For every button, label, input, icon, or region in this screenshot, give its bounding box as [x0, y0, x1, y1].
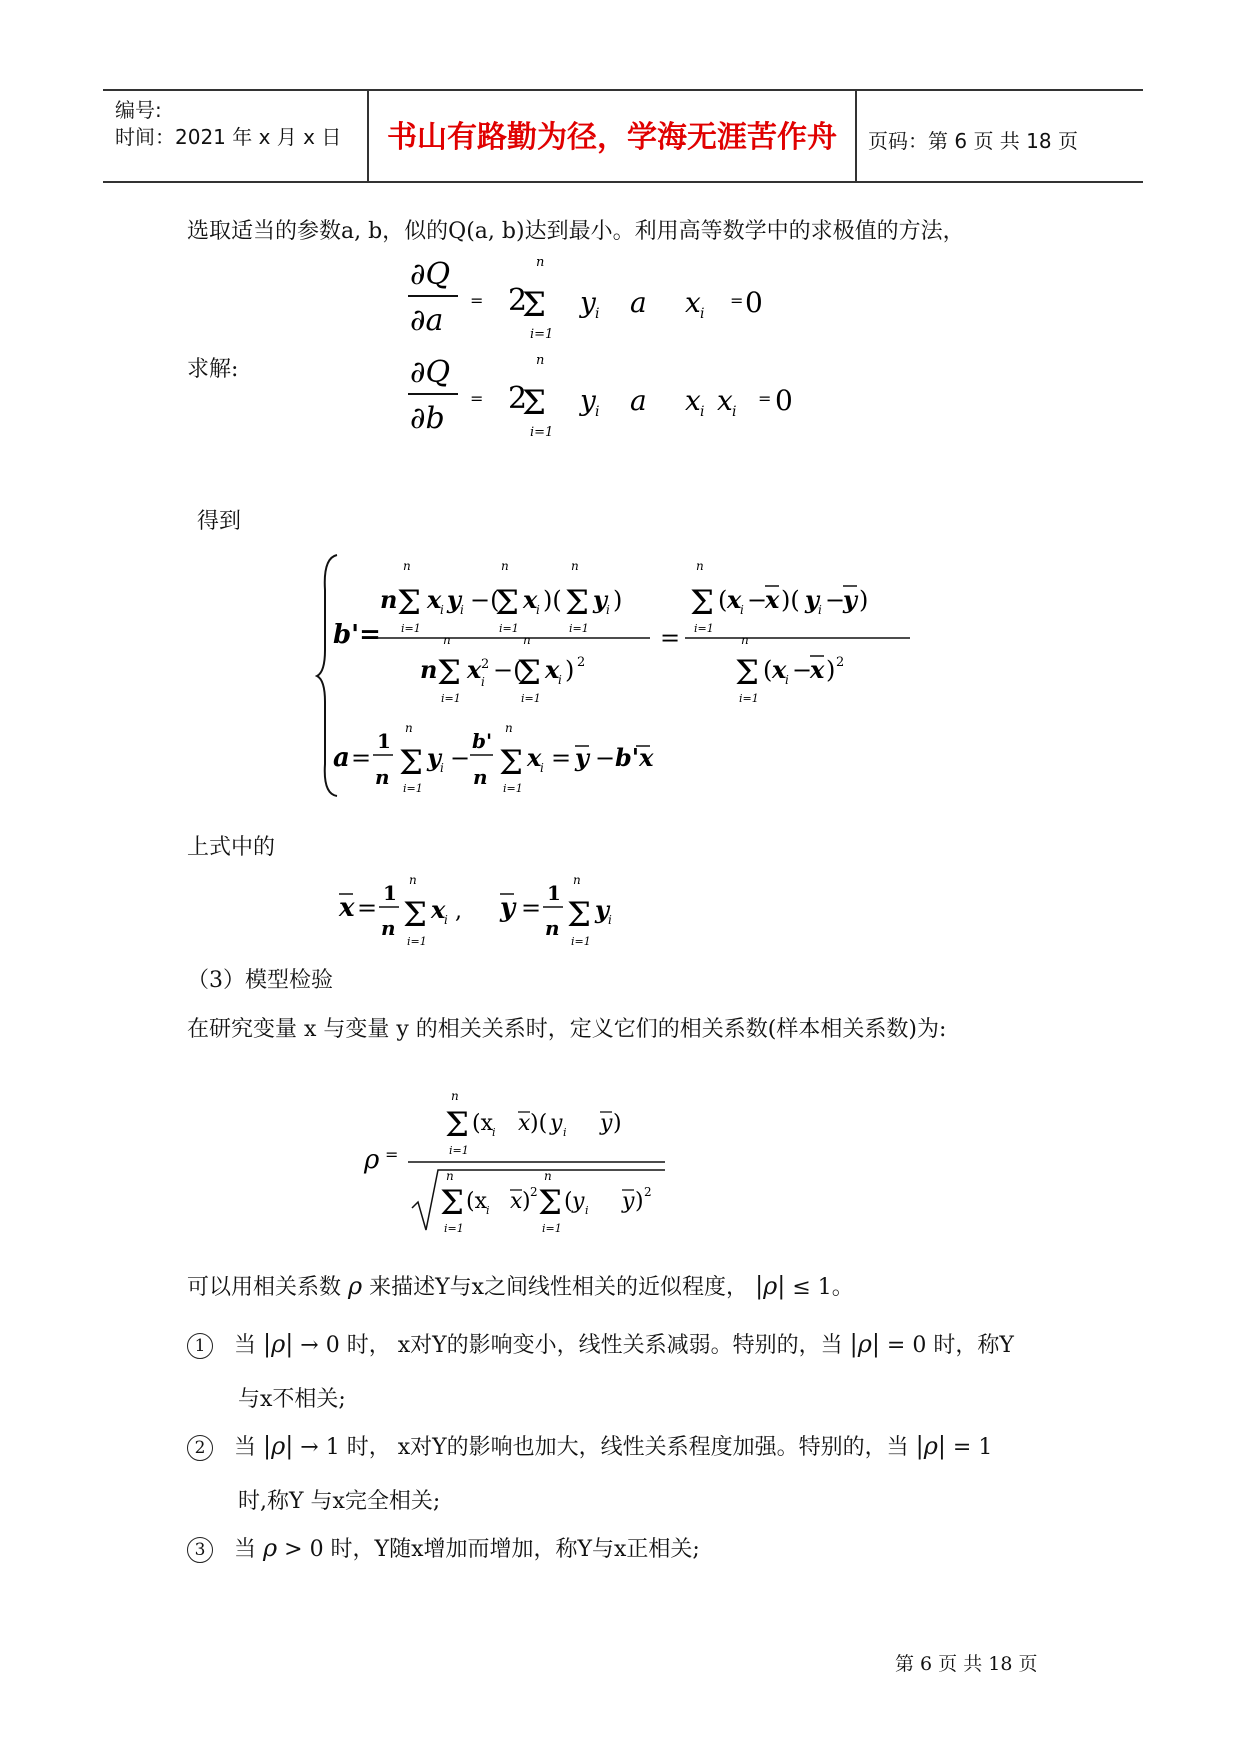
rho-desc-part-b: 来描述Y与x之间线性相关的近似程度， — [369, 1275, 749, 1300]
svg-text:2: 2 — [836, 655, 845, 670]
equals-symbol: = — [886, 1333, 906, 1358]
svg-text:n: n — [409, 873, 417, 887]
svg-text:y: y — [575, 743, 589, 772]
svg-text:(: ( — [564, 1189, 573, 1214]
svg-text:i: i — [608, 913, 612, 927]
svg-text:)(: )( — [781, 586, 800, 614]
abs-rho-symbol: |ρ| — [915, 1432, 946, 1460]
svg-text:Σ: Σ — [517, 653, 542, 693]
svg-text:x: x — [339, 893, 355, 923]
svg-text:−(: −( — [470, 586, 500, 614]
item3-part-b: 0 时，Y随x增加而增加，称Y与x正相关; — [309, 1537, 700, 1562]
svg-text:i=1: i=1 — [571, 935, 591, 948]
svg-text:x: x — [427, 585, 442, 614]
svg-text:i=1: i=1 — [407, 935, 427, 948]
svg-text:ρ: ρ — [364, 1145, 380, 1175]
item2-part-b: → 1 时， x对Y的影响也加大，线性关系程度加强。特别的，当 — [300, 1435, 909, 1460]
svg-text:n: n — [501, 559, 509, 573]
svg-text:Σ: Σ — [735, 653, 760, 693]
svg-text:y: y — [580, 286, 596, 319]
header-divider-right — [855, 89, 857, 183]
svg-text:x: x — [467, 655, 482, 684]
circled-number-3: 3 — [187, 1537, 213, 1563]
svg-text:2: 2 — [481, 657, 490, 672]
svg-text:Σ: Σ — [538, 1183, 563, 1223]
svg-text:): ) — [826, 656, 836, 684]
list-item-1 — [187, 1328, 1014, 1359]
svg-text:n: n — [443, 633, 451, 647]
svg-text:(x: (x — [472, 1111, 493, 1136]
svg-text:y: y — [622, 1189, 635, 1214]
svg-text:): ) — [522, 1189, 531, 1214]
svg-text:i=1: i=1 — [401, 622, 421, 635]
svg-text:=: = — [730, 291, 744, 310]
formula-system-b-a — [315, 550, 925, 800]
svg-text:y: y — [580, 384, 596, 417]
svg-text:Σ: Σ — [690, 583, 715, 623]
svg-text:b'x: b'x — [615, 743, 654, 772]
svg-text:a: a — [630, 286, 647, 319]
svg-text:x: x — [685, 286, 701, 319]
svg-text:i: i — [595, 306, 600, 322]
svg-text:i: i — [460, 603, 464, 617]
header-motto: 书山有路勤为径，学海无涯苦作舟 — [387, 120, 837, 155]
header-page-label: 页码：第 6 页 共 18 页 — [868, 129, 1078, 153]
svg-text:i=1: i=1 — [521, 692, 541, 705]
svg-text:Σ: Σ — [565, 583, 590, 623]
svg-text:x: x — [518, 1111, 531, 1136]
item1-part-b: → 0 时， x对Y的影响变小，线性关系减弱。特别的，当 — [300, 1333, 843, 1358]
svg-text:∂Q: ∂Q — [410, 355, 451, 390]
svg-text:−: − — [747, 586, 768, 614]
item1-part-c: 0 时，称Y — [912, 1333, 1014, 1358]
svg-text:=: = — [521, 894, 542, 922]
header-number-label: 编号: — [115, 98, 162, 122]
svg-text:x: x — [510, 1189, 523, 1214]
svg-text:i: i — [440, 761, 444, 775]
item2-part-a: 当 — [234, 1435, 257, 1460]
rho-symbol: ρ — [348, 1272, 363, 1300]
circled-number-2: 2 — [187, 1435, 213, 1461]
svg-text:=: = — [551, 744, 572, 772]
formula-means — [335, 870, 665, 950]
svg-text:n: n — [741, 633, 749, 647]
paragraph-correlation: 在研究变量 x 与变量 y 的相关关系时，定义它们的相关系数(样本相关系数)为: — [187, 1017, 947, 1042]
svg-text:i: i — [585, 1204, 589, 1217]
greater-than-symbol: > — [284, 1537, 303, 1562]
svg-text:n: n — [446, 1169, 454, 1183]
abs-rho-symbol: |ρ| — [263, 1330, 294, 1358]
svg-text:0: 0 — [745, 286, 763, 319]
svg-text:n: n — [420, 655, 438, 684]
svg-text:i: i — [558, 673, 562, 687]
svg-text:i: i — [818, 603, 822, 617]
svg-text:−: − — [450, 744, 471, 772]
svg-text:i=1: i=1 — [542, 1222, 562, 1235]
header-time-label: 时间：2021 年 x 月 x 日 — [115, 125, 342, 149]
svg-text:Σ: Σ — [499, 743, 524, 783]
svg-text:y: y — [595, 895, 609, 924]
svg-text:i: i — [486, 1204, 490, 1217]
svg-text:n: n — [375, 765, 390, 789]
svg-text:i=1: i=1 — [441, 692, 461, 705]
paragraph-rho-description — [187, 1270, 854, 1301]
list-item-2-continued: 时,称Y 与x完全相关; — [238, 1489, 441, 1514]
svg-text:=: = — [357, 894, 378, 922]
svg-text:Σ: Σ — [397, 583, 422, 623]
svg-text:n: n — [696, 559, 704, 573]
svg-text:Σ: Σ — [399, 743, 424, 783]
svg-text:n: n — [405, 721, 413, 735]
svg-text:x: x — [717, 384, 733, 417]
svg-text:Σ: Σ — [437, 653, 462, 693]
svg-text:x: x — [765, 585, 780, 614]
svg-text:i=1: i=1 — [694, 622, 714, 635]
svg-text:1: 1 — [547, 881, 561, 905]
svg-text:i: i — [444, 913, 448, 927]
label-get: 得到 — [197, 509, 242, 534]
formula-dq-da — [400, 250, 800, 342]
abs-rho-symbol: |ρ| — [755, 1272, 786, 1300]
svg-text:=: = — [385, 1145, 399, 1164]
svg-text:n: n — [381, 916, 396, 940]
svg-text:x: x — [772, 655, 787, 684]
svg-text:x: x — [810, 655, 825, 684]
item2-part-c: 1 — [978, 1435, 993, 1460]
svg-text:y: y — [447, 585, 461, 614]
svg-text:a: a — [630, 384, 647, 417]
svg-text:): ) — [613, 1111, 622, 1136]
svg-text:n: n — [403, 559, 411, 573]
svg-text:i: i — [700, 404, 705, 420]
svg-text:i: i — [700, 306, 705, 322]
svg-text:i=1: i=1 — [499, 622, 519, 635]
svg-text:Σ: Σ — [440, 1183, 465, 1223]
svg-text:Σ: Σ — [403, 895, 428, 935]
svg-text:i=1: i=1 — [569, 622, 589, 635]
svg-text:y: y — [593, 585, 607, 614]
svg-text:n: n — [536, 255, 545, 270]
circled-number-1: 1 — [187, 1333, 213, 1359]
svg-text:0: 0 — [775, 384, 793, 417]
svg-text:b': b' — [472, 729, 493, 753]
svg-text:b'=: b'= — [333, 620, 381, 650]
svg-text:): ) — [635, 1189, 644, 1214]
formula-dq-db — [400, 348, 820, 440]
header-bottom-rule — [103, 181, 1143, 183]
svg-text:i: i — [785, 673, 789, 687]
svg-text:y: y — [500, 893, 516, 923]
svg-text:−: − — [825, 586, 846, 614]
svg-text:x: x — [545, 655, 560, 684]
svg-text:n: n — [536, 353, 545, 368]
svg-text:Σ: Σ — [445, 1105, 470, 1145]
svg-text:Σ: Σ — [522, 285, 547, 325]
svg-text:=: = — [758, 389, 772, 408]
abs-rho-symbol: |ρ| — [263, 1432, 294, 1460]
svg-text:)(: )( — [530, 1111, 548, 1136]
svg-text:n: n — [544, 1169, 552, 1183]
svg-text:i=1: i=1 — [530, 327, 554, 342]
equals-symbol: = — [952, 1435, 972, 1460]
svg-text:2: 2 — [508, 283, 528, 318]
svg-text:x: x — [685, 384, 701, 417]
svg-text:)(: )( — [543, 586, 562, 614]
svg-text:): ) — [859, 586, 869, 614]
svg-text:y: y — [805, 585, 819, 614]
svg-text:=: = — [470, 389, 484, 408]
svg-text:i: i — [563, 1126, 567, 1139]
svg-text:y: y — [600, 1111, 613, 1136]
svg-text:y: y — [427, 743, 441, 772]
svg-text:n: n — [451, 1090, 459, 1103]
svg-text:): ) — [565, 656, 575, 684]
svg-text:i: i — [536, 603, 540, 617]
svg-text:x: x — [523, 585, 538, 614]
footer-page-label: 第 6 页 共 18 页 — [895, 1653, 1038, 1675]
svg-text:i: i — [481, 675, 485, 689]
svg-text:,: , — [455, 899, 462, 924]
list-item-1-continued: 与x不相关; — [238, 1387, 346, 1412]
svg-text:i=1: i=1 — [503, 782, 523, 795]
svg-text:x: x — [431, 895, 446, 924]
item3-part-a: 当 — [234, 1537, 257, 1562]
section-heading-model-test: （3）模型检验 — [187, 968, 333, 993]
svg-text:i: i — [540, 761, 544, 775]
svg-text:): ) — [613, 586, 623, 614]
svg-text:−: − — [595, 744, 616, 772]
svg-text:Σ: Σ — [495, 583, 520, 623]
svg-text:n: n — [523, 633, 531, 647]
svg-text:y: y — [843, 585, 857, 614]
svg-text:i=1: i=1 — [403, 782, 423, 795]
label-solve: 求解: — [187, 357, 239, 382]
header-top-rule — [103, 89, 1143, 91]
svg-text:y: y — [572, 1189, 585, 1214]
abs-rho-symbol: |ρ| — [849, 1330, 880, 1358]
svg-text:2: 2 — [577, 655, 586, 670]
svg-text:i: i — [740, 603, 744, 617]
svg-text:∂b: ∂b — [410, 401, 445, 436]
svg-text:x: x — [727, 585, 742, 614]
list-item-2 — [187, 1430, 992, 1461]
svg-text:2: 2 — [644, 1185, 652, 1199]
svg-text:i=1: i=1 — [444, 1222, 464, 1235]
svg-text:∂a: ∂a — [410, 303, 444, 338]
rho-desc-part-c: ≤ 1。 — [792, 1275, 854, 1300]
svg-text:2: 2 — [508, 381, 528, 416]
svg-text:i=1: i=1 — [449, 1144, 469, 1157]
svg-text:x: x — [527, 743, 542, 772]
rho-desc-part-a: 可以用相关系数 — [187, 1275, 342, 1300]
svg-text:(: ( — [763, 656, 773, 684]
svg-text:Σ: Σ — [567, 895, 592, 935]
formula-rho — [360, 1090, 690, 1240]
svg-text:(: ( — [718, 586, 728, 614]
svg-text:i=1: i=1 — [739, 692, 759, 705]
svg-text:Σ: Σ — [522, 383, 547, 423]
svg-text:∂Q: ∂Q — [410, 257, 451, 292]
svg-text:a: a — [333, 743, 350, 773]
svg-text:=: = — [351, 744, 372, 772]
svg-text:−: − — [792, 656, 813, 684]
svg-text:1: 1 — [383, 881, 397, 905]
svg-text:n: n — [380, 585, 398, 614]
svg-text:n: n — [473, 765, 488, 789]
paragraph-intro: 选取适当的参数a, b，似的Q(a, b)达到最小。利用高等数学中的求极值的方法， — [187, 219, 965, 244]
svg-text:i: i — [595, 404, 600, 420]
item1-part-a: 当 — [234, 1333, 257, 1358]
svg-text:2: 2 — [530, 1185, 538, 1199]
svg-text:y: y — [550, 1111, 563, 1136]
svg-text:=: = — [660, 624, 681, 652]
svg-text:n: n — [545, 916, 560, 940]
label-in-formula: 上式中的 — [187, 835, 276, 860]
svg-text:=: = — [470, 291, 484, 310]
svg-text:n: n — [505, 721, 513, 735]
svg-text:i: i — [732, 404, 737, 420]
svg-text:i=1: i=1 — [530, 425, 554, 440]
svg-text:−(: −( — [493, 656, 523, 684]
svg-text:(x: (x — [466, 1189, 487, 1214]
svg-text:i: i — [606, 603, 610, 617]
svg-text:i: i — [492, 1126, 496, 1139]
rho-symbol: ρ — [263, 1534, 278, 1562]
svg-text:n: n — [573, 873, 581, 887]
svg-text:n: n — [571, 559, 579, 573]
list-item-3 — [187, 1532, 700, 1563]
svg-text:1: 1 — [377, 729, 391, 753]
svg-text:i: i — [440, 603, 444, 617]
